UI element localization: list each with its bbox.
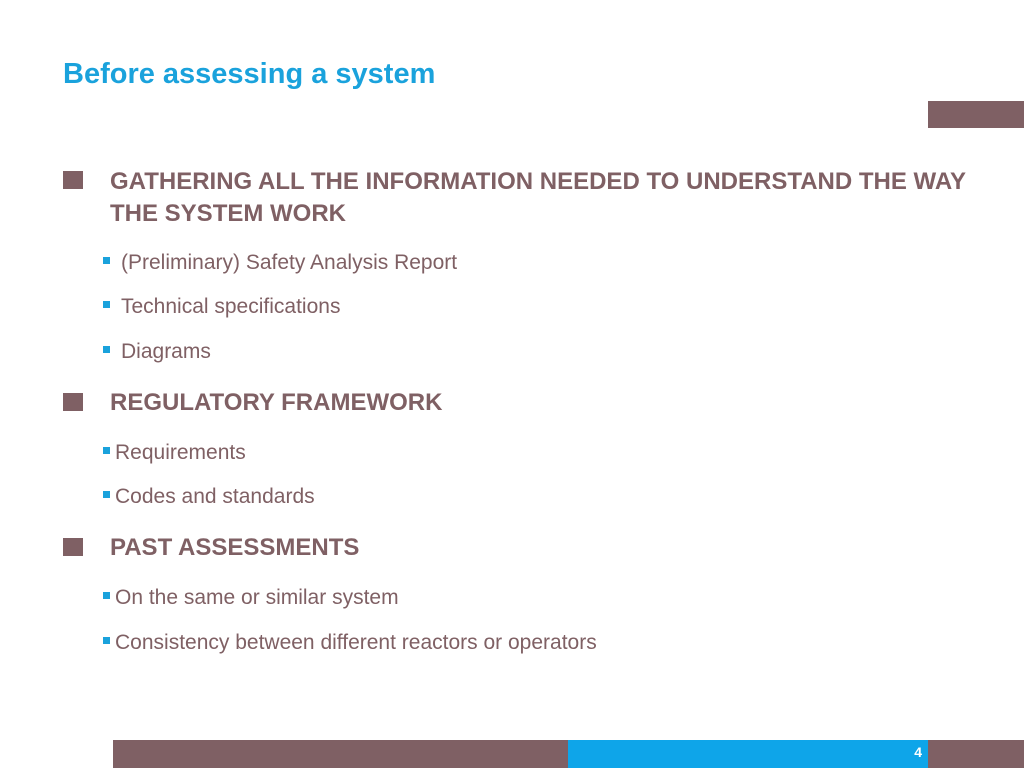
square-bullet-small-icon xyxy=(103,637,110,644)
section-heading-regulatory xyxy=(63,387,1008,419)
bullet-item xyxy=(103,630,597,656)
footer-bar-right xyxy=(928,740,1024,768)
square-bullet-icon xyxy=(63,393,83,411)
bullet-text: Consistency between different reactors or operators xyxy=(115,631,597,654)
bullet-item xyxy=(103,250,457,276)
bullet-item xyxy=(103,440,246,466)
section-heading-past-assessments xyxy=(63,532,1008,564)
footer-bar-blue xyxy=(568,740,928,768)
bullet-text: On the same or similar system xyxy=(115,586,399,609)
section-heading-text xyxy=(63,166,1008,230)
bullet-item xyxy=(103,294,340,320)
square-bullet-small-icon xyxy=(103,491,110,498)
square-bullet-small-icon xyxy=(103,447,110,454)
bullet-text: Codes and standards xyxy=(115,485,315,508)
section-heading-text: PAST ASSESSMENTS xyxy=(110,534,360,561)
section-heading-text: REGULATORY FRAMEWORK xyxy=(110,389,443,416)
square-bullet-small-icon xyxy=(103,257,110,264)
square-bullet-small-icon xyxy=(103,346,110,353)
bullet-text: (Preliminary) Safety Analysis Report xyxy=(121,251,458,274)
bullet-text: Technical specifications xyxy=(121,295,341,318)
section-heading-information xyxy=(63,166,1008,230)
square-bullet-small-icon xyxy=(103,592,110,599)
bullet-item xyxy=(103,484,315,510)
section-heading-label: GATHERING ALL THE INFORMATION NEEDED TO UNDERSTAND THE WAY THE SYSTEM WORK xyxy=(110,168,966,227)
slide-title: Before assessing a system xyxy=(63,58,436,90)
bullet-item xyxy=(103,585,399,611)
footer-bar-left xyxy=(113,740,568,768)
corner-accent-bar xyxy=(928,101,1024,128)
bullet-text: Requirements xyxy=(115,441,246,464)
bullet-item xyxy=(103,339,211,365)
square-bullet-icon xyxy=(63,171,83,189)
square-bullet-icon xyxy=(63,538,83,556)
page-number: 4 xyxy=(914,744,922,760)
square-bullet-small-icon xyxy=(103,301,110,308)
bullet-text: Diagrams xyxy=(121,340,211,363)
